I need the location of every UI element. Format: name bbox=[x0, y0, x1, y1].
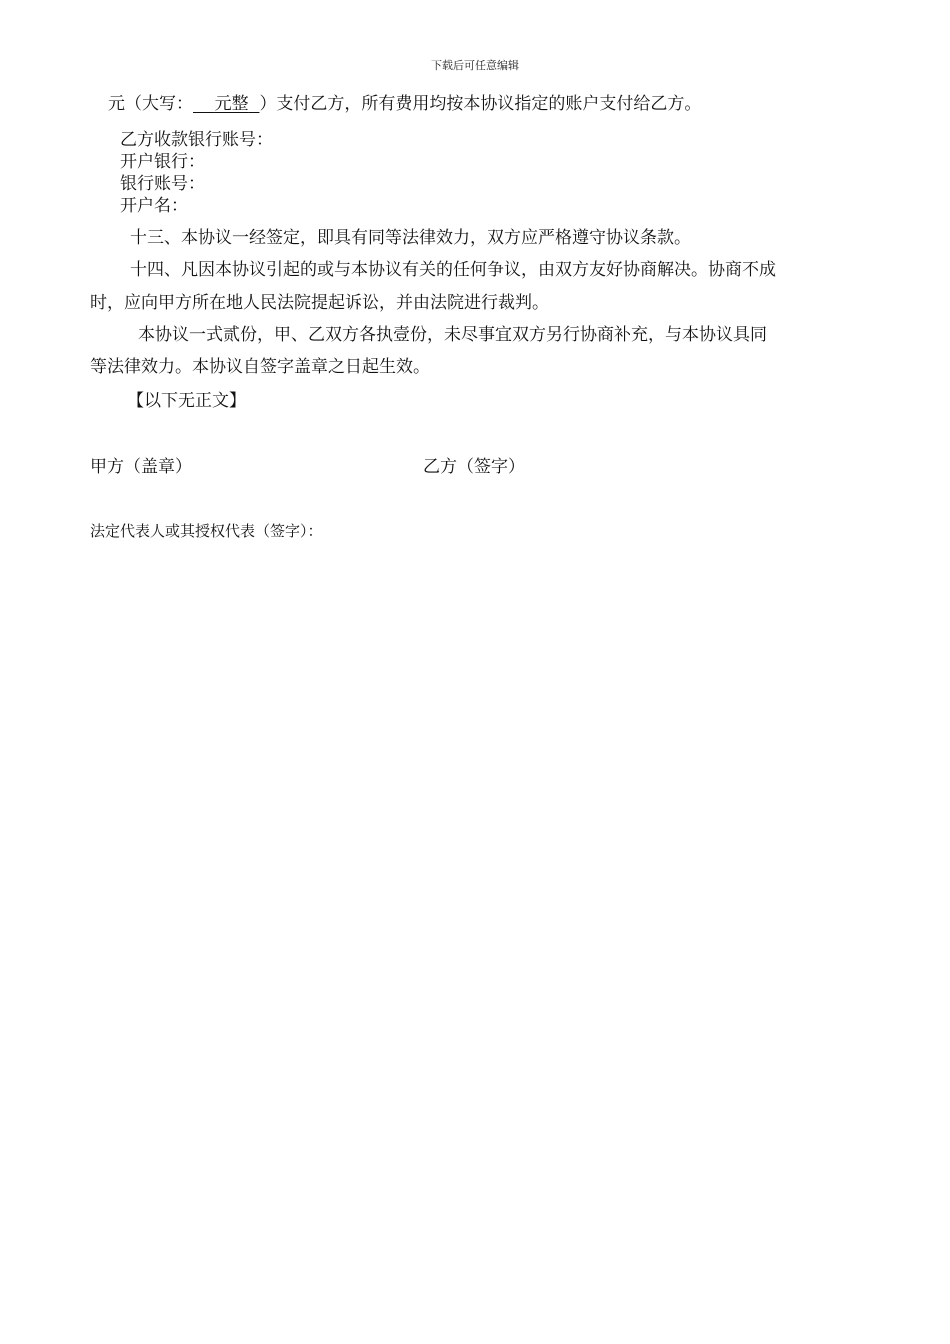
copies-line1: 本协议一式贰份，甲、乙双方各执壹份，未尽事宜双方另行协商补充，与本协议具同 bbox=[138, 325, 767, 345]
bank-name-label: 开户银行： bbox=[120, 152, 205, 172]
bank-account-label: 乙方收款银行账号： bbox=[120, 130, 273, 150]
bank-number-label: 银行账号： bbox=[120, 174, 205, 194]
payment-suffix: ）支付乙方，所有费用均按本协议指定的账户支付给乙方。 bbox=[259, 94, 702, 114]
payment-line bbox=[108, 93, 701, 115]
amount-words: 元整 bbox=[214, 94, 249, 114]
payment-prefix: 元（大写： bbox=[108, 94, 193, 114]
clause-14-line1: 十四、凡因本协议引起的或与本协议有关的任何争议，由双方友好协商解决。协商不成 bbox=[130, 260, 776, 280]
clause-13: 十三、本协议一经签定，即具有同等法律效力，双方应严格遵守协议条款。 bbox=[130, 228, 691, 248]
copies-line2: 等法律效力。本协议自签字盖章之日起生效。 bbox=[90, 357, 430, 377]
header-note: 下载后可任意编辑 bbox=[431, 59, 519, 72]
party-a-seal: 甲方（盖章） bbox=[90, 457, 192, 477]
party-b-signature: 乙方（签字） bbox=[423, 457, 525, 477]
amount-words-blank bbox=[193, 94, 259, 114]
clause-14-line2: 时，应向甲方所在地人民法院提起诉讼，并由法院进行裁判。 bbox=[90, 293, 549, 313]
account-name-label: 开户名： bbox=[120, 196, 188, 216]
legal-representative-signature: 法定代表人或其授权代表（签字）： bbox=[90, 522, 323, 540]
no-further-text: 【以下无正文】 bbox=[127, 391, 246, 411]
